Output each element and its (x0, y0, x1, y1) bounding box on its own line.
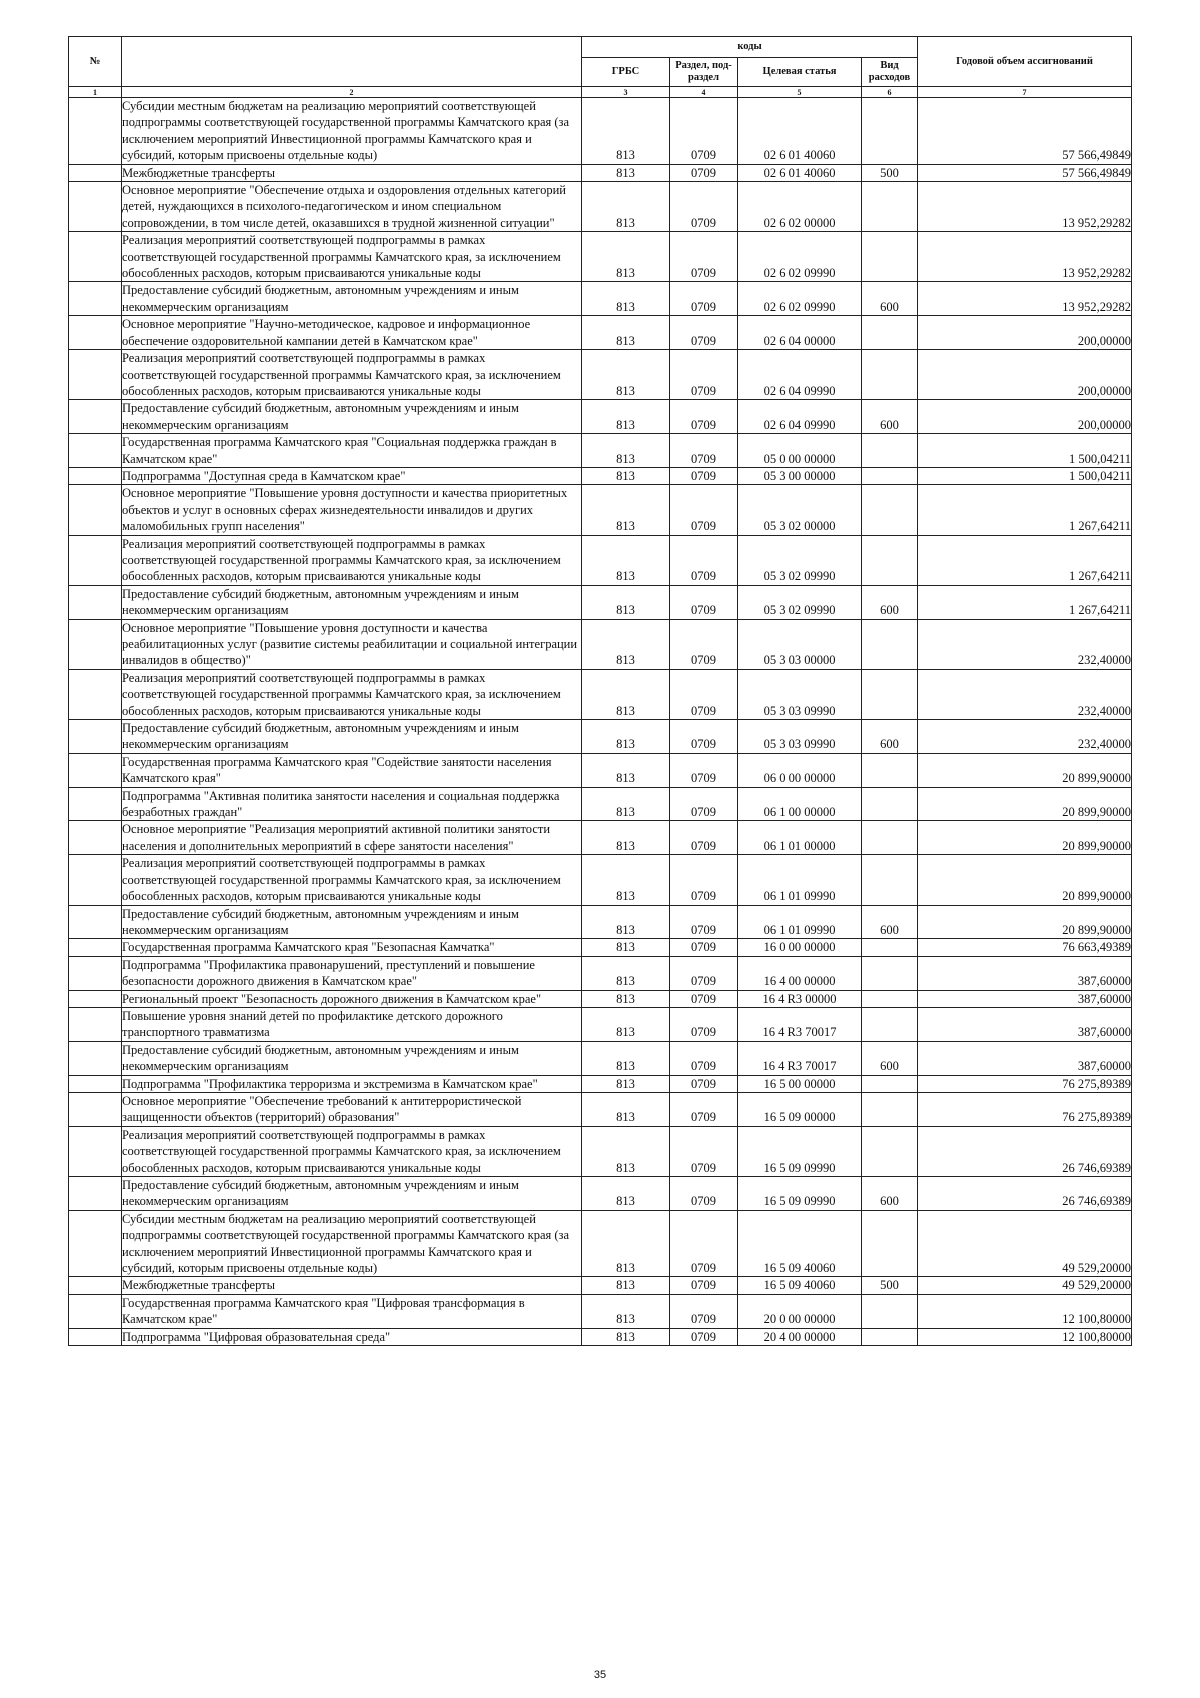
row-name: Субсидии местным бюджетам на реализацию мероприятий соответствующей подпрограммы соответствующей государственной программы Камчатского края (за исключением мероприятий Инвестиционной программы Камчатского края и субсидий, которым присвоены отдельные коды) (122, 1210, 582, 1277)
row-exptype: 600 (862, 585, 918, 619)
table-row (69, 990, 1132, 1007)
row-section: 0709 (670, 350, 738, 400)
row-exptype (862, 316, 918, 350)
row-name: Основное мероприятие "Реализация мероприятий активной политики занятости населения и дополнительных мероприятий в сфере занятости населения" (122, 821, 582, 855)
colnum-2: 2 (122, 87, 582, 98)
table-row (69, 1041, 1132, 1075)
row-amount: 200,00000 (918, 350, 1132, 400)
row-section: 0709 (670, 400, 738, 434)
row-grbs: 813 (582, 350, 670, 400)
row-section: 0709 (670, 585, 738, 619)
row-exptype (862, 535, 918, 585)
colnum-7: 7 (918, 87, 1132, 98)
row-target: 05 3 02 09990 (738, 535, 862, 585)
row-exptype (862, 1007, 918, 1041)
row-name: Подпрограмма "Профилактика терроризма и экстремизма в Камчатском крае" (122, 1075, 582, 1092)
row-name: Реализация мероприятий соответствующей подпрограммы в рамках соответствующей государственной программы Камчатского края, за исключением обособленных расходов, которым присваиваются уникальные коды (122, 350, 582, 400)
row-target: 20 4 00 00000 (738, 1328, 862, 1345)
row-grbs: 813 (582, 990, 670, 1007)
row-num (69, 282, 122, 316)
row-section: 0709 (670, 485, 738, 535)
row-section: 0709 (670, 1126, 738, 1176)
row-exptype (862, 669, 918, 719)
row-amount: 26 746,69389 (918, 1126, 1132, 1176)
row-target: 16 5 09 40060 (738, 1277, 862, 1294)
row-grbs: 813 (582, 282, 670, 316)
row-grbs: 813 (582, 467, 670, 484)
row-name: Предоставление субсидий бюджетным, автономным учреждениям и иным некоммерческим организациям (122, 400, 582, 434)
table-row (69, 1126, 1132, 1176)
table-row (69, 720, 1132, 754)
row-grbs: 813 (582, 1007, 670, 1041)
row-num (69, 1328, 122, 1345)
table-row (69, 753, 1132, 787)
table-row (69, 434, 1132, 468)
row-num (69, 400, 122, 434)
row-grbs: 813 (582, 535, 670, 585)
row-amount: 57 566,49849 (918, 98, 1132, 165)
table-row (69, 939, 1132, 956)
row-amount: 20 899,90000 (918, 787, 1132, 821)
row-grbs: 813 (582, 1126, 670, 1176)
table-row (69, 232, 1132, 282)
row-num (69, 619, 122, 669)
row-name: Реализация мероприятий соответствующей подпрограммы в рамках соответствующей государственной программы Камчатского края, за исключением обособленных расходов, которым присваиваются уникальные коды (122, 855, 582, 905)
row-num (69, 956, 122, 990)
row-exptype (862, 753, 918, 787)
row-num (69, 669, 122, 719)
row-grbs: 813 (582, 1328, 670, 1345)
row-num (69, 905, 122, 939)
row-num (69, 1177, 122, 1211)
table-row (69, 905, 1132, 939)
row-target: 06 0 00 00000 (738, 753, 862, 787)
row-name: Основное мероприятие "Повышение уровня доступности и качества приоритетных объектов и услуг в основных сферах жизнедеятельности инвалидов и других маломобильных групп населения" (122, 485, 582, 535)
header-exptype: Вид расходов (862, 58, 918, 87)
row-target: 16 5 00 00000 (738, 1075, 862, 1092)
row-name: Подпрограмма "Активная политика занятости населения и социальная поддержка безработных граждан" (122, 787, 582, 821)
row-name: Реализация мероприятий соответствующей подпрограммы в рамках соответствующей государственной программы Камчатского края, за исключением обособленных расходов, которым присваиваются уникальные коды (122, 232, 582, 282)
row-target: 16 4 00 00000 (738, 956, 862, 990)
row-section: 0709 (670, 1041, 738, 1075)
row-target: 02 6 02 09990 (738, 232, 862, 282)
row-num (69, 787, 122, 821)
row-amount: 26 746,69389 (918, 1177, 1132, 1211)
table-row (69, 1277, 1132, 1294)
row-name: Предоставление субсидий бюджетным, автономным учреждениям и иным некоммерческим организациям (122, 905, 582, 939)
row-target: 02 6 02 00000 (738, 182, 862, 232)
row-name: Предоставление субсидий бюджетным, автономным учреждениям и иным некоммерческим организациям (122, 1177, 582, 1211)
row-name: Основное мероприятие "Обеспечение отдыха и оздоровления отдельных категорий детей, нуждающихся в психолого-педагогическом и ином специальном сопровождении, в том числе детей, оказавшихся в трудной жизненной ситуации" (122, 182, 582, 232)
row-target: 16 0 00 00000 (738, 939, 862, 956)
row-target: 06 1 01 09990 (738, 905, 862, 939)
row-num (69, 1210, 122, 1277)
table-row (69, 350, 1132, 400)
table-row (69, 98, 1132, 165)
table-row (69, 669, 1132, 719)
row-num (69, 720, 122, 754)
row-target: 16 5 09 40060 (738, 1210, 862, 1277)
row-target: 16 4 R3 70017 (738, 1007, 862, 1041)
row-target: 16 4 R3 00000 (738, 990, 862, 1007)
page-number: 35 (593, 1669, 607, 1681)
row-name: Реализация мероприятий соответствующей подпрограммы в рамках соответствующей государственной программы Камчатского края, за исключением обособленных расходов, которым присваиваются уникальные коды (122, 535, 582, 585)
table-body (69, 98, 1132, 1346)
row-section: 0709 (670, 956, 738, 990)
row-section: 0709 (670, 164, 738, 181)
row-num (69, 350, 122, 400)
row-num (69, 1126, 122, 1176)
row-name: Повышение уровня знаний детей по профилактике детского дорожного транспортного травматизма (122, 1007, 582, 1041)
row-exptype: 500 (862, 164, 918, 181)
row-num (69, 753, 122, 787)
row-target: 06 1 01 00000 (738, 821, 862, 855)
row-amount: 20 899,90000 (918, 905, 1132, 939)
table-row (69, 400, 1132, 434)
row-exptype (862, 467, 918, 484)
row-name: Государственная программа Камчатского края "Безопасная Камчатка" (122, 939, 582, 956)
table-row (69, 535, 1132, 585)
row-target: 02 6 01 40060 (738, 164, 862, 181)
table-row (69, 485, 1132, 535)
row-num (69, 98, 122, 165)
row-exptype: 600 (862, 400, 918, 434)
row-amount: 13 952,29282 (918, 232, 1132, 282)
row-num (69, 467, 122, 484)
row-section: 0709 (670, 1277, 738, 1294)
row-exptype (862, 956, 918, 990)
header-codes: коды (582, 37, 918, 58)
table-row (69, 467, 1132, 484)
row-section: 0709 (670, 316, 738, 350)
table-row (69, 619, 1132, 669)
row-amount: 387,60000 (918, 990, 1132, 1007)
row-target: 16 4 R3 70017 (738, 1041, 862, 1075)
row-grbs: 813 (582, 1075, 670, 1092)
row-amount: 49 529,20000 (918, 1277, 1132, 1294)
header-grbs: ГРБС (582, 58, 670, 87)
row-section: 0709 (670, 619, 738, 669)
row-section: 0709 (670, 1007, 738, 1041)
row-name: Основное мероприятие "Повышение уровня доступности и качества реабилитационных услуг (развитие системы реабилитации и социальной интеграции инвалидов в общество)" (122, 619, 582, 669)
header-target: Целевая статья (738, 58, 862, 87)
row-exptype (862, 821, 918, 855)
row-target: 06 1 00 00000 (738, 787, 862, 821)
row-grbs: 813 (582, 1092, 670, 1126)
row-section: 0709 (670, 1092, 738, 1126)
row-amount: 387,60000 (918, 1007, 1132, 1041)
row-grbs: 813 (582, 485, 670, 535)
row-target: 02 6 04 09990 (738, 400, 862, 434)
row-section: 0709 (670, 753, 738, 787)
row-name: Субсидии местным бюджетам на реализацию мероприятий соответствующей подпрограммы соответствующей государственной программы Камчатского края (за исключением мероприятий Инвестиционной программы Камчатского края и субсидий, которым присвоены отдельные коды) (122, 98, 582, 165)
row-amount: 76 275,89389 (918, 1075, 1132, 1092)
row-target: 05 3 03 00000 (738, 619, 862, 669)
row-exptype: 600 (862, 1041, 918, 1075)
row-name: Предоставление субсидий бюджетным, автономным учреждениям и иным некоммерческим организациям (122, 720, 582, 754)
row-num (69, 1075, 122, 1092)
row-section: 0709 (670, 98, 738, 165)
row-target: 02 6 02 09990 (738, 282, 862, 316)
row-target: 05 3 02 09990 (738, 585, 862, 619)
row-num (69, 855, 122, 905)
row-name: Государственная программа Камчатского края "Содействие занятости населения Камчатского края" (122, 753, 582, 787)
row-amount: 49 529,20000 (918, 1210, 1132, 1277)
row-target: 02 6 04 09990 (738, 350, 862, 400)
table-row (69, 1007, 1132, 1041)
row-exptype (862, 182, 918, 232)
table-row (69, 787, 1132, 821)
row-name: Реализация мероприятий соответствующей подпрограммы в рамках соответствующей государственной программы Камчатского края, за исключением обособленных расходов, которым присваиваются уникальные коды (122, 1126, 582, 1176)
row-amount: 12 100,80000 (918, 1294, 1132, 1328)
row-name: Предоставление субсидий бюджетным, автономным учреждениям и иным некоммерческим организациям (122, 1041, 582, 1075)
row-exptype (862, 855, 918, 905)
row-exptype (862, 787, 918, 821)
row-target: 16 5 09 09990 (738, 1177, 862, 1211)
row-section: 0709 (670, 282, 738, 316)
colnum-3: 3 (582, 87, 670, 98)
row-exptype: 600 (862, 905, 918, 939)
table-row (69, 1294, 1132, 1328)
row-target: 05 3 03 09990 (738, 669, 862, 719)
row-name: Государственная программа Камчатского края "Социальная поддержка граждан в Камчатском крае" (122, 434, 582, 468)
row-name: Предоставление субсидий бюджетным, автономным учреждениям и иным некоммерческим организациям (122, 585, 582, 619)
row-grbs: 813 (582, 669, 670, 719)
row-grbs: 813 (582, 619, 670, 669)
row-amount: 76 663,49389 (918, 939, 1132, 956)
row-grbs: 813 (582, 1041, 670, 1075)
colnum-4: 4 (670, 87, 738, 98)
row-grbs: 813 (582, 787, 670, 821)
row-amount: 1 267,64211 (918, 485, 1132, 535)
row-amount: 1 267,64211 (918, 585, 1132, 619)
row-grbs: 813 (582, 434, 670, 468)
row-grbs: 813 (582, 753, 670, 787)
row-amount: 387,60000 (918, 1041, 1132, 1075)
row-section: 0709 (670, 905, 738, 939)
row-exptype: 600 (862, 282, 918, 316)
row-target: 16 5 09 09990 (738, 1126, 862, 1176)
row-section: 0709 (670, 1210, 738, 1277)
colnum-6: 6 (862, 87, 918, 98)
row-amount: 387,60000 (918, 956, 1132, 990)
row-name: Реализация мероприятий соответствующей подпрограммы в рамках соответствующей государственной программы Камчатского края, за исключением обособленных расходов, которым присваиваются уникальные коды (122, 669, 582, 719)
row-amount: 57 566,49849 (918, 164, 1132, 181)
row-amount: 232,40000 (918, 669, 1132, 719)
row-exptype (862, 990, 918, 1007)
row-target: 02 6 01 40060 (738, 98, 862, 165)
row-target: 20 0 00 00000 (738, 1294, 862, 1328)
table-row (69, 1177, 1132, 1211)
row-section: 0709 (670, 535, 738, 585)
row-exptype (862, 232, 918, 282)
row-section: 0709 (670, 939, 738, 956)
row-amount: 1 500,04211 (918, 467, 1132, 484)
row-section: 0709 (670, 669, 738, 719)
row-section: 0709 (670, 990, 738, 1007)
row-target: 06 1 01 09990 (738, 855, 862, 905)
row-grbs: 813 (582, 1277, 670, 1294)
row-target: 05 3 00 00000 (738, 467, 862, 484)
row-grbs: 813 (582, 855, 670, 905)
table-row (69, 164, 1132, 181)
row-num (69, 990, 122, 1007)
table-row (69, 1210, 1132, 1277)
row-name: Государственная программа Камчатского края "Цифровая трансформация в Камчатском крае" (122, 1294, 582, 1328)
row-num (69, 535, 122, 585)
row-name: Основное мероприятие "Научно-методическое, кадровое и информационное обеспечение оздоровительной кампании детей в Камчатском крае" (122, 316, 582, 350)
row-section: 0709 (670, 787, 738, 821)
row-target: 05 3 03 09990 (738, 720, 862, 754)
header-num: № (69, 37, 122, 87)
row-num (69, 316, 122, 350)
row-num (69, 1294, 122, 1328)
row-amount: 232,40000 (918, 720, 1132, 754)
row-section: 0709 (670, 1075, 738, 1092)
row-grbs: 813 (582, 316, 670, 350)
row-exptype (862, 1328, 918, 1345)
row-name: Межбюджетные трансферты (122, 1277, 582, 1294)
row-exptype: 500 (862, 1277, 918, 1294)
row-num (69, 585, 122, 619)
budget-table (68, 36, 1132, 1346)
header-section: Раздел, под-раздел (670, 58, 738, 87)
table-row (69, 1075, 1132, 1092)
row-section: 0709 (670, 855, 738, 905)
table-row (69, 282, 1132, 316)
row-grbs: 813 (582, 956, 670, 990)
row-amount: 20 899,90000 (918, 821, 1132, 855)
row-name: Подпрограмма "Цифровая образовательная среда" (122, 1328, 582, 1345)
row-target: 16 5 09 00000 (738, 1092, 862, 1126)
table-row (69, 821, 1132, 855)
row-num (69, 1007, 122, 1041)
row-section: 0709 (670, 232, 738, 282)
row-grbs: 813 (582, 1177, 670, 1211)
row-exptype (862, 98, 918, 165)
budget-sheet (68, 36, 1131, 1346)
row-name: Подпрограмма "Профилактика правонарушений, преступлений и повышение безопасности дорожного движения в Камчатском крае" (122, 956, 582, 990)
row-target: 02 6 04 00000 (738, 316, 862, 350)
row-num (69, 821, 122, 855)
table-row (69, 585, 1132, 619)
table-row (69, 956, 1132, 990)
row-section: 0709 (670, 720, 738, 754)
row-amount: 12 100,80000 (918, 1328, 1132, 1345)
row-amount: 20 899,90000 (918, 753, 1132, 787)
row-amount: 200,00000 (918, 400, 1132, 434)
row-amount: 200,00000 (918, 316, 1132, 350)
row-num (69, 939, 122, 956)
table-row (69, 855, 1132, 905)
row-grbs: 813 (582, 939, 670, 956)
row-amount: 20 899,90000 (918, 855, 1132, 905)
header-name (122, 37, 582, 87)
row-grbs: 813 (582, 164, 670, 181)
row-exptype (862, 350, 918, 400)
row-exptype (862, 1092, 918, 1126)
row-num (69, 182, 122, 232)
row-section: 0709 (670, 1294, 738, 1328)
row-num (69, 232, 122, 282)
table-row (69, 316, 1132, 350)
row-exptype (862, 619, 918, 669)
row-section: 0709 (670, 1328, 738, 1345)
row-exptype: 600 (862, 720, 918, 754)
row-grbs: 813 (582, 1294, 670, 1328)
table-row (69, 1092, 1132, 1126)
row-name: Региональный проект "Безопасность дорожного движения в Камчатском крае" (122, 990, 582, 1007)
colnum-5: 5 (738, 87, 862, 98)
row-num (69, 164, 122, 181)
row-amount: 76 275,89389 (918, 1092, 1132, 1126)
row-grbs: 813 (582, 232, 670, 282)
row-num (69, 1277, 122, 1294)
row-num (69, 1041, 122, 1075)
row-grbs: 813 (582, 905, 670, 939)
row-exptype (862, 485, 918, 535)
row-amount: 1 267,64211 (918, 535, 1132, 585)
row-exptype (862, 1075, 918, 1092)
row-name: Основное мероприятие "Обеспечение требований к антитеррористической защищенности объектов (территорий) образования" (122, 1092, 582, 1126)
row-amount: 232,40000 (918, 619, 1132, 669)
row-grbs: 813 (582, 182, 670, 232)
row-num (69, 485, 122, 535)
row-grbs: 813 (582, 821, 670, 855)
row-grbs: 813 (582, 1210, 670, 1277)
row-name: Предоставление субсидий бюджетным, автономным учреждениям и иным некоммерческим организациям (122, 282, 582, 316)
row-target: 05 3 02 00000 (738, 485, 862, 535)
row-grbs: 813 (582, 98, 670, 165)
table-row (69, 182, 1132, 232)
row-num (69, 1092, 122, 1126)
row-section: 0709 (670, 182, 738, 232)
row-exptype (862, 1126, 918, 1176)
row-grbs: 813 (582, 400, 670, 434)
row-name: Подпрограмма "Доступная среда в Камчатском крае" (122, 467, 582, 484)
row-section: 0709 (670, 1177, 738, 1211)
row-exptype (862, 1210, 918, 1277)
row-amount: 13 952,29282 (918, 282, 1132, 316)
table-row (69, 1328, 1132, 1345)
row-exptype (862, 939, 918, 956)
row-amount: 13 952,29282 (918, 182, 1132, 232)
row-section: 0709 (670, 434, 738, 468)
row-exptype: 600 (862, 1177, 918, 1211)
colnum-1: 1 (69, 87, 122, 98)
row-name: Межбюджетные трансферты (122, 164, 582, 181)
row-amount: 1 500,04211 (918, 434, 1132, 468)
row-section: 0709 (670, 467, 738, 484)
row-grbs: 813 (582, 720, 670, 754)
row-section: 0709 (670, 821, 738, 855)
row-exptype (862, 1294, 918, 1328)
header-amount: Годовой объем ассигнований (918, 37, 1132, 87)
row-target: 05 0 00 00000 (738, 434, 862, 468)
row-exptype (862, 434, 918, 468)
row-grbs: 813 (582, 585, 670, 619)
row-num (69, 434, 122, 468)
